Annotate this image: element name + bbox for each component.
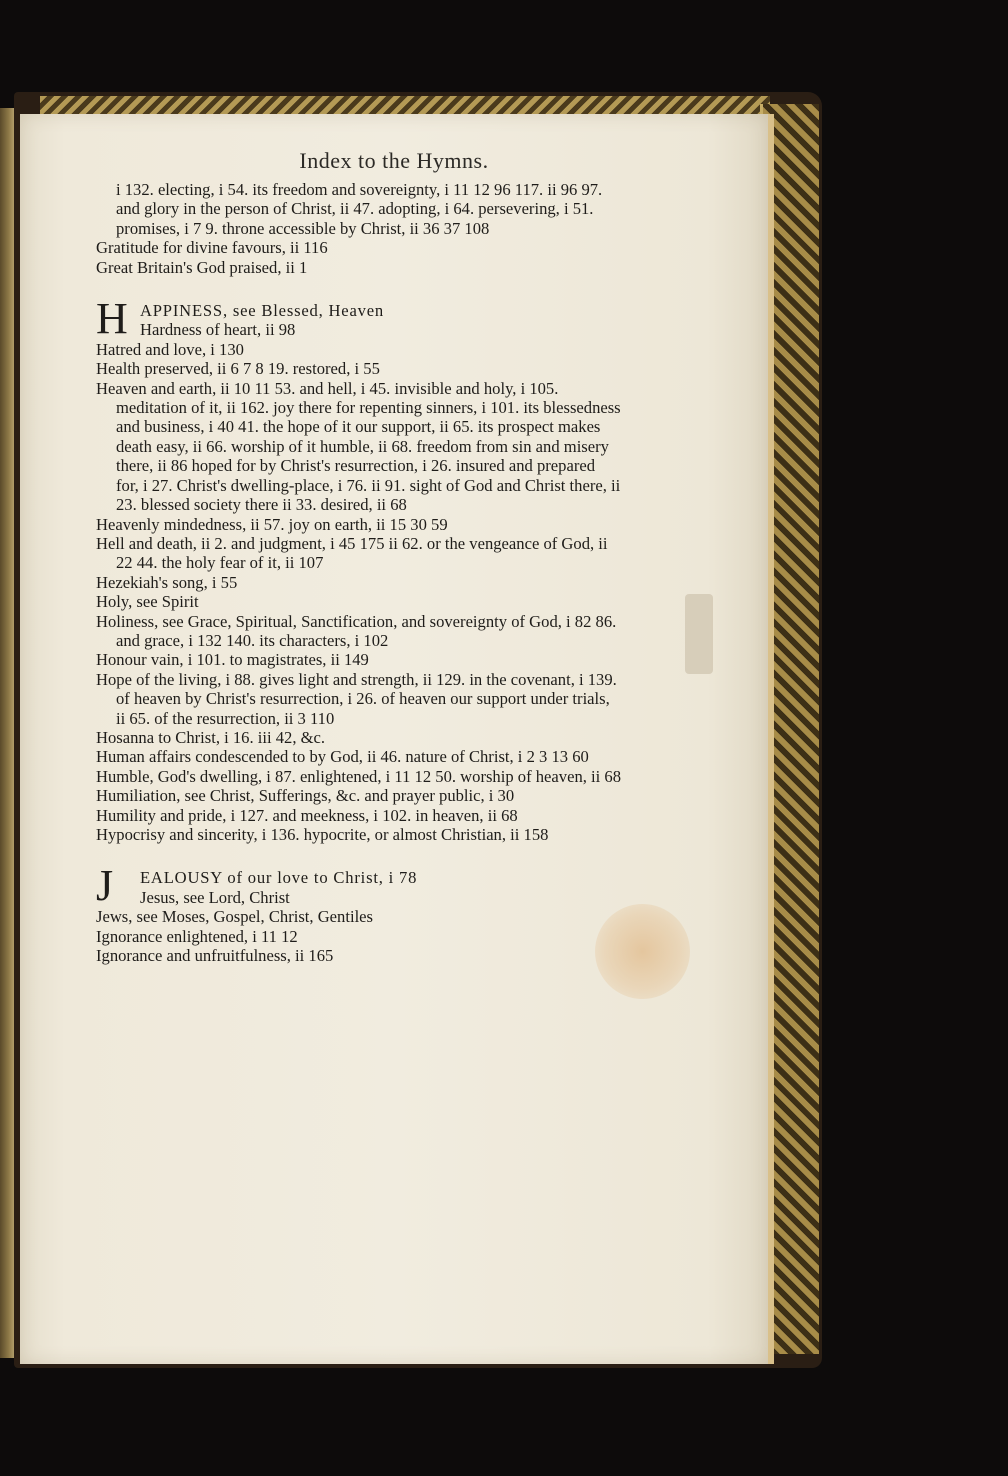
running-head: Index to the Hymns. [299, 148, 489, 173]
continued-entry: i 132. electing, i 54. its freedom and sovereignty, i 11 12 96 117. ii 96 97. and glory in the person of Christ, ii 47. adopting, i 64. persevering, i 51. promises, i 7 9. throne accessible by Christ, ii 36 37 108 [116, 180, 603, 238]
index-entry: Hatred and love, i 130 [96, 339, 244, 359]
index-entry: Heaven and earth, ii 10 11 53. and hell, i 45. invisible and holy, i 105. meditation of it, ii 162. joy there for repenting sinners, i 101. its blessedness and business, i 40 41. the hope of it our support, ii 65. its prospect makes death easy, ii 66. worship of it humble, ii 68. freedom from sin and misery there, ii 86 hoped for by Christ's resurrection, i 26. insured and prepared for, i 27. Christ's dwelling-place, i 76. ii 91. sight of God and Christ there, ii 23. blessed society there ii 33. desired, ii 68 [96, 378, 621, 515]
index-entry: Great Britain's God praised, ii 1 [96, 257, 308, 277]
index-entry: Humble, God's dwelling, i 87. enlightened, i 11 12 50. worship of heaven, ii 68 [96, 766, 622, 786]
index-entry: Ignorance enlightened, i 11 12 [96, 926, 298, 946]
section-first-line: APPINESS, see Blessed, Heaven [140, 301, 384, 321]
index-entry: Holiness, see Grace, Spiritual, Sanctification, and sovereignty of God, i 82 86. and grace, i 132 140. its characters, i 102 [96, 611, 617, 650]
section-h [96, 294, 621, 344]
drop-cap-j: J [96, 861, 114, 911]
bleed-through-mark [685, 594, 713, 674]
index-entry: Holy, see Spirit [96, 592, 199, 612]
section-first-line: EALOUSY of our love to Christ, i 78 [140, 868, 418, 888]
index-entry: Ignorance and unfruitfulness, ii 165 [96, 946, 334, 966]
index-entry: Gratitude for divine favours, ii 116 [96, 238, 328, 258]
index-entry: Hope of the living, i 88. gives light and strength, ii 129. in the covenant, i 139. of heaven by Christ's resurrection, i 26. of heaven our support under trials, ii 65. of the resurrection, ii 3 110 [96, 669, 617, 728]
section-gap [96, 844, 621, 868]
index-entry: Hosanna to Christ, i 16. iii 42, &c. [96, 727, 326, 747]
section-second-line: Hardness of heart, ii 98 [140, 320, 296, 340]
index-entry: Honour vain, i 101. to magistrates, ii 149 [96, 650, 369, 670]
index-entry: Hell and death, ii 2. and judgment, i 45 175 ii 62. or the vengeance of God, ii 22 44. the holy fear of it, ii 107 [96, 533, 608, 573]
index-entry: Health preserved, ii 6 7 8 19. restored, i 55 [96, 359, 380, 379]
index-entry: Humiliation, see Christ, Sufferings, &c. and prayer public, i 30 [96, 786, 515, 806]
drop-cap-h: H [96, 294, 128, 344]
section-j [96, 861, 621, 911]
index-text [96, 180, 621, 965]
section-gap [96, 277, 621, 301]
index-entry: Human affairs condescended to by God, ii 46. nature of Christ, i 2 3 13 60 [96, 747, 589, 767]
index-entry: Hezekiah's song, i 55 [96, 572, 238, 592]
index-entry: Humility and pride, i 127. and meekness, i 102. in heaven, ii 68 [96, 805, 518, 825]
section-second-line: Jesus, see Lord, Christ [140, 887, 290, 907]
book-page [20, 114, 774, 1364]
index-entry: Hypocrisy and sincerity, i 136. hypocrite, or almost Christian, ii 158 [96, 825, 549, 844]
index-entry: Jews, see Moses, Gospel, Christ, Gentiles [96, 907, 373, 927]
index-entry: Heavenly mindedness, ii 57. joy on earth, ii 15 30 59 [96, 514, 448, 534]
